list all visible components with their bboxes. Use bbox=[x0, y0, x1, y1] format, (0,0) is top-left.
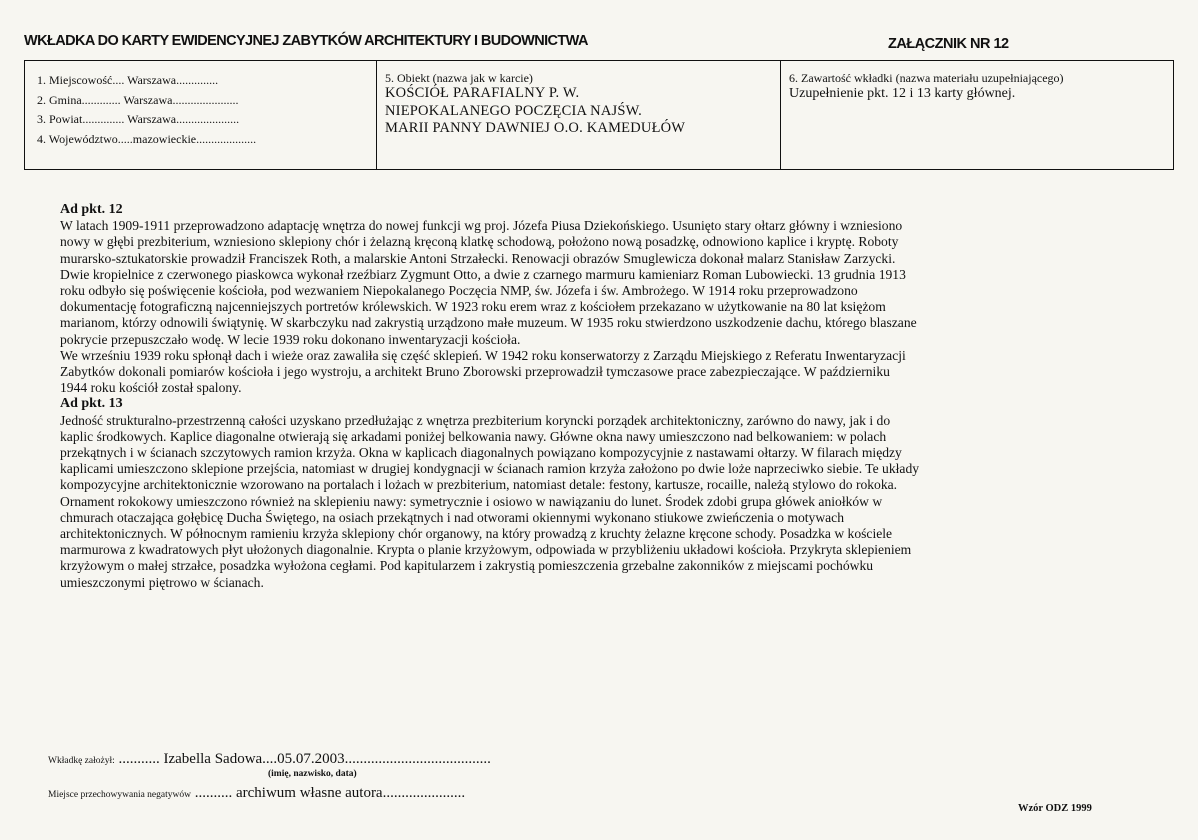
author-line bbox=[48, 751, 491, 768]
body-text-line: marmurowa z kwadratowych płyt ułożonych diagonalnie. Krypta o planie krzyżowym, odpowiada w przybliżeniu układowi kościoła. Przykryta sklepieniem bbox=[60, 542, 912, 558]
body-text-line: umieszczonymi piętrowo w ścianach. bbox=[60, 574, 264, 590]
body-text-line: Dwie kropielnice z czerwonego piaskowca wykonał rzeźbiarz Zygmunt Otto, a dwie z czarnego marmuru kamieniarz Roman Lubowiecki. 13 grudnia 1913 bbox=[60, 266, 906, 282]
object-name-line: MARII PANNY DAWNIEJ O.O. KAMEDUŁÓW bbox=[385, 120, 686, 136]
object-name-line: KOŚCIÓŁ PARAFIALNY P. W. bbox=[385, 85, 580, 101]
document-body bbox=[60, 202, 1146, 591]
body-text-line: murarsko-sztukatorskie prowadził Franciszek Roth, a malarskie Antoni Strzałecki. Renowacji obrazów Smuglewicza dokonał malarz Stanisław Zarzycki. bbox=[60, 250, 896, 266]
body-text-line: przekątnych i w ścianach szczytowych ramion krzyża. Okna w kaplicach diagonalnych powiązano kompozycyjnie z nastawami ołtarzy. W filarach między bbox=[60, 445, 902, 461]
object-label: 5. Obiekt (nazwa jak w karcie) bbox=[385, 71, 533, 85]
contents-value: Uzupełnienie pkt. 12 i 13 karty głównej. bbox=[789, 86, 1016, 101]
metadata-table bbox=[24, 60, 1174, 170]
body-text-line: kompozycyjne architektonicznie wzorowano na portalach i lożach w prezbiterium, natomiast detale: festony, kartusze, rocaille, należą stylowo do rokoka. bbox=[60, 477, 898, 493]
body-text-line: Jedność strukturalno-przestrzenną całości uzyskano przedłużając z wnętrza prezbiterium koryncki porządek architektoniczny, zarówno do nawy, jak i do bbox=[60, 412, 891, 428]
body-text-line: architektonicznych. W północnym ramieniu krzyża sklepiony chór organowy, na który prowadzą z kruchty żelazne kręcone schody. Posadzka w kościele bbox=[60, 526, 893, 542]
location-cell bbox=[25, 61, 377, 169]
contents-label: 6. Zawartość wkładki (nazwa materiału uzupełniającego) bbox=[789, 71, 1064, 85]
contents-cell bbox=[781, 61, 1173, 169]
body-text-line: 1944 roku kościół został spalony. bbox=[60, 380, 242, 396]
body-text-line: nowy w głębi prezbiterium, wzniesiono sklepiony chór i żelazną kręconą klatkę schodową, położono nową posadzkę, odnowiono kaplice i kryptę. Roboty bbox=[60, 234, 899, 250]
location-town: 1. Miejscowość.... Warszawa.............. bbox=[37, 73, 219, 87]
body-text-line: marianom, którzy odnowili świątynię. W skarbczyku nad zakrystią urządzono małe muzeum. W 1935 roku stwierdzono uszkodzenie dachu, którego blaszane bbox=[60, 315, 917, 331]
body-text-line: kaplicami umieszczono sklepione przejścia, natomiast w drugiej kondygnacji w ścianach ramion krzyża założono po dwie loże naprzeciwko siebie. Te układy bbox=[60, 461, 920, 477]
annex-number: ZAŁĄCZNIK NR 12 bbox=[888, 36, 1009, 52]
object-cell bbox=[377, 61, 781, 169]
body-text-line: kaplic środkowych. Kaplice diagonalne otwierają się arkadami poniżej belkowania nawy. Główne okna nawy umieszczono nad belkowaniem: w polach bbox=[60, 428, 887, 444]
author-sublabel: (imię, nazwisko, data) bbox=[268, 769, 357, 779]
storage-label: Miejsce przechowywania negatywów bbox=[48, 790, 191, 800]
body-text-line: Ornament rokokowy umieszczono również na sklepieniu nawy: symetrycznie i osiowo w nawiązaniu do lunet. Środek zdobi grupa główek aniołków w bbox=[60, 493, 883, 509]
object-name-line: NIEPOKALANEGO POCZĘCIA NAJŚW. bbox=[385, 102, 643, 119]
section-heading: Ad pkt. 13 bbox=[60, 396, 123, 412]
storage-line bbox=[48, 785, 465, 802]
body-text-line: We wrześniu 1939 roku spłonął dach i wieże oraz zawaliła się część sklepień. W 1942 roku konserwatorzy z Zarządu Miejskiego z Referatu Inwentaryzacji bbox=[60, 347, 906, 363]
form-number: Wzór ODZ 1999 bbox=[1018, 803, 1092, 814]
location-voivodeship: 4. Województwo.....mazowieckie.................... bbox=[37, 131, 257, 146]
body-text-line: W latach 1909-1911 przeprowadzono adaptację wnętrza do nowej funkcji wg proj. Józefa Piusa Dziekońskiego. Usunięto stary ołtarz główny i wzniesiono bbox=[60, 218, 903, 234]
body-text-line: krzyżowym o małej strzałce, posadzka wyłożona cegłami. Pod kapitularzem i zakrystią pomieszczenia grzebalne zakonników z miejscami pochówku bbox=[60, 558, 874, 574]
author-label: Wkładkę założył: bbox=[48, 756, 115, 766]
document-title: WKŁADKA DO KARTY EWIDENCYJNEJ ZABYTKÓW ARCHITEKTURY I BUDOWNICTWA bbox=[24, 33, 588, 49]
location-district: 3. Powiat.............. Warszawa..................... bbox=[37, 112, 240, 126]
author-value: ........... Izabella Sadowa....05.07.2003....................................... bbox=[114, 751, 491, 767]
section-heading: Ad pkt. 12 bbox=[60, 202, 123, 217]
body-text-line: dokumentację fotograficzną najcenniejszych portretów królewskich. W 1923 roku erem wraz z kościołem przekazano w użytkowanie na 80 lat księżom bbox=[60, 299, 886, 315]
location-commune: 2. Gmina............. Warszawa...................... bbox=[37, 92, 239, 107]
body-text-line: Zabytków dokonali pomiarów kościoła i jego wystroju, a architekt Bruno Zborowski przeprowadził tymczasowe prace zabezpieczające. W październiku bbox=[60, 364, 890, 380]
body-text-line: pokrycie przepuszczało wodę. W lecie 1939 roku dokonano inwentaryzacji kościoła. bbox=[60, 331, 521, 347]
body-text-line: chmurach otaczająca gołębicę Ducha Świętego, na osiach przekątnych i nad otworami okiennymi wykonano stiukowe zwieńczenia o motywach bbox=[60, 509, 844, 525]
storage-value: .......... archiwum własne autora...................... bbox=[190, 785, 466, 801]
body-text-line: roku odbyło się poświęcenie kościoła, pod wezwaniem Niepokalanego Poczęcia NMP, św. Józefa i św. Ambrożego. W 1914 roku przeprowadzono bbox=[60, 283, 858, 299]
